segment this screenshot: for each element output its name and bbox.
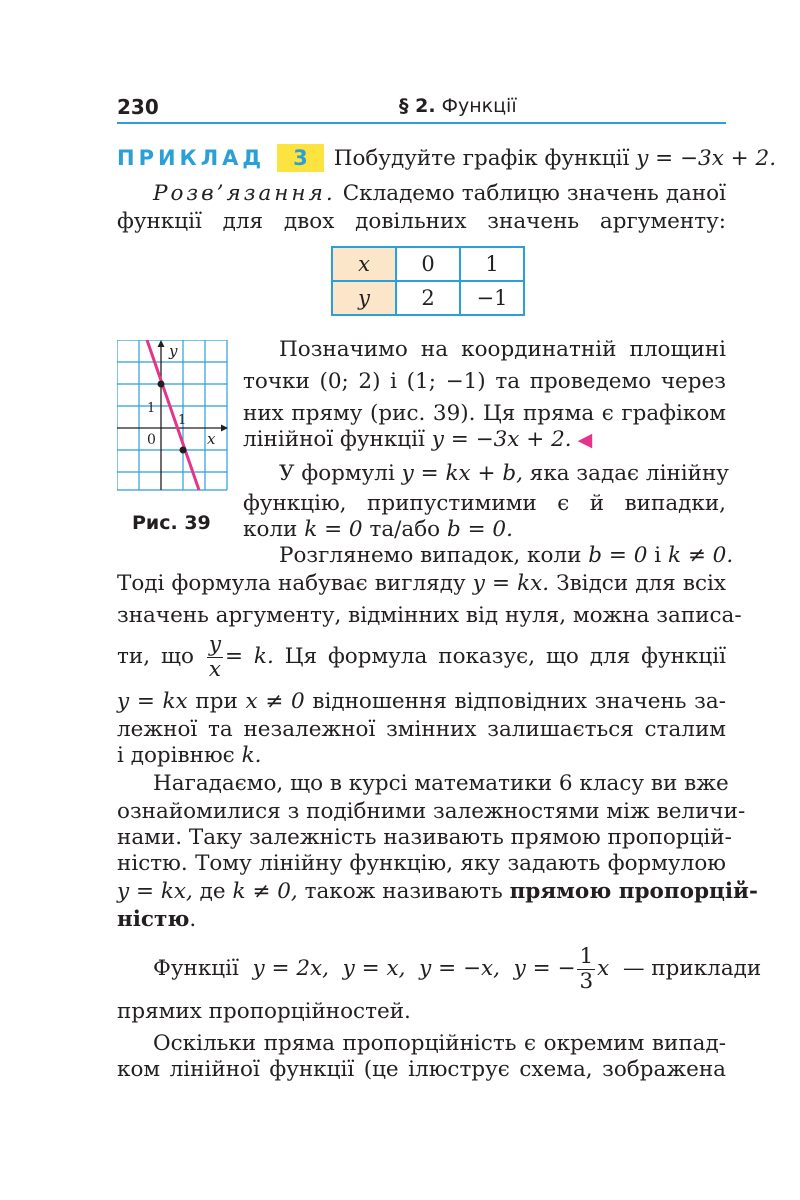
text-fragment: Розглянемо випадок, коли [279,543,582,568]
text-line [117,940,762,998]
formula: k = 0 [304,517,363,542]
solution-text: Складемо таблицю значень даної [342,181,726,206]
formula: y = 2x, [252,956,329,981]
text-fragment: Функції [153,956,239,981]
text-fragment: ти, що [117,644,194,669]
page-number: 230 [117,95,159,119]
fraction-y-over-x: $\frac{y}{x}$ [208,632,221,682]
section-number: § 2. [399,95,436,117]
formula: y = kx, [117,879,193,904]
y-axis-arrow-icon [158,340,165,347]
example-number: 3 [277,144,324,172]
text-line: ознайомилися з подібними залежностями між величи- [117,799,746,824]
header-rule [117,122,726,124]
text-fragment: коли [243,517,298,542]
text-line: точки (0; 2) і (1; −1) та проведемо через [243,369,726,394]
text-fragment: відношення відповідних значень за- [312,689,726,714]
formula: k ≠ 0. [667,543,734,568]
table-row-y [332,281,524,315]
text-fragment: У формулі [279,461,395,486]
tick-label-x: 1 [178,413,187,428]
formula: y = −3x + 2. [431,427,572,452]
text-fragment: Звідси для всіх [556,571,726,596]
table-header-x: x [332,247,396,281]
formula: x [597,956,610,981]
end-of-example-icon: ◀ [577,429,593,451]
task-text: Побудуйте графік функції [333,146,630,171]
text-fragment: . [189,907,197,932]
formula: b = 0. [446,517,513,542]
text-line [117,902,726,938]
formula: k ≠ 0, [232,879,298,904]
running-header [399,95,517,117]
text-line [117,630,726,684]
example-label: ПРИКЛАД [117,146,266,170]
table-cell: 1 [460,247,524,281]
text-line: ністю. Тому лінійну функцію, яку задають формулою [117,851,726,876]
text-line: функції для двох довільних значень аргументу: [117,209,726,234]
table-header-y: y [332,281,396,315]
formula: x ≠ 0 [245,689,305,714]
text-line [243,422,726,458]
values-table [331,246,525,316]
formula: y = − [513,956,576,981]
text-line: прямих пропорційностей. [117,999,411,1024]
point-1-neg1 [180,447,187,454]
text-line: лежної та незалежної змінних залишається сталим [117,717,726,742]
text-line: Позначимо на координатній площині [279,337,726,362]
point-0-2 [158,381,165,388]
task-formula: y = −3x + 2. [636,146,777,171]
formula: y = kx + b, [401,461,523,486]
text-fragment: та/або [369,517,441,542]
text-line: ком лінійної функції (це ілюструє схема, зображена [117,1057,726,1082]
axis-label-y: y [169,342,178,360]
text-line: Нагадаємо, що в курсі математики 6 класу ви вже [153,771,729,796]
text-fragment: також називають [304,879,503,904]
text-line: Оскільки пряма пропорційність є окремим випад- [153,1031,726,1056]
text-fragment: і дорівнює [117,743,235,768]
text-fragment: де [199,879,226,904]
text-fragment: Ця формула показує, що для функції [284,644,726,669]
text-fragment: лінійної функції [243,427,425,452]
formula: y = x, [342,956,406,981]
origin-label: 0 [147,432,156,448]
section-title: Функції [441,95,517,117]
formula: k. [241,743,262,768]
text-line: нами. Таку залежність називають прямою пропорцій- [117,825,732,850]
text-line [117,566,726,602]
axis-label-x: x [207,430,216,448]
table-cell: 0 [396,247,460,281]
table-row-x [332,247,524,281]
figure-caption: Рис. 39 [132,512,211,534]
term-bold: ністю [117,907,190,932]
text-fragment: при [195,689,238,714]
text-line: значень аргументу, відмінних від нуля, можна записа- [117,603,742,628]
example-heading [117,140,777,177]
text-line: функцію, припустимими є й випадки, [243,491,726,516]
tick-label-y: 1 [147,401,156,416]
formula: b = 0 [588,543,648,568]
formula: y = kx. [472,571,550,596]
text-fragment: Тоді формула набуває вигляду [117,571,466,596]
text-line: них пряму (рис. 39). Ця пряма є графіком [243,401,726,426]
formula: y = kx [117,689,188,714]
text-fragment: — приклади [622,956,762,981]
formula: = k. [225,644,274,669]
solution-label: Розв’язання. [153,181,336,206]
table-cell: −1 [460,281,524,315]
formula: y = −x, [419,956,500,981]
text-fragment: і [654,543,662,568]
figure-39-graph [117,340,229,492]
fraction-one-third: $\frac{1}{3}$ [579,944,594,994]
table-cell: 2 [396,281,460,315]
text-fragment: яка задає лінійну [529,461,729,486]
term-bold: прямою пропорцій- [509,879,758,904]
